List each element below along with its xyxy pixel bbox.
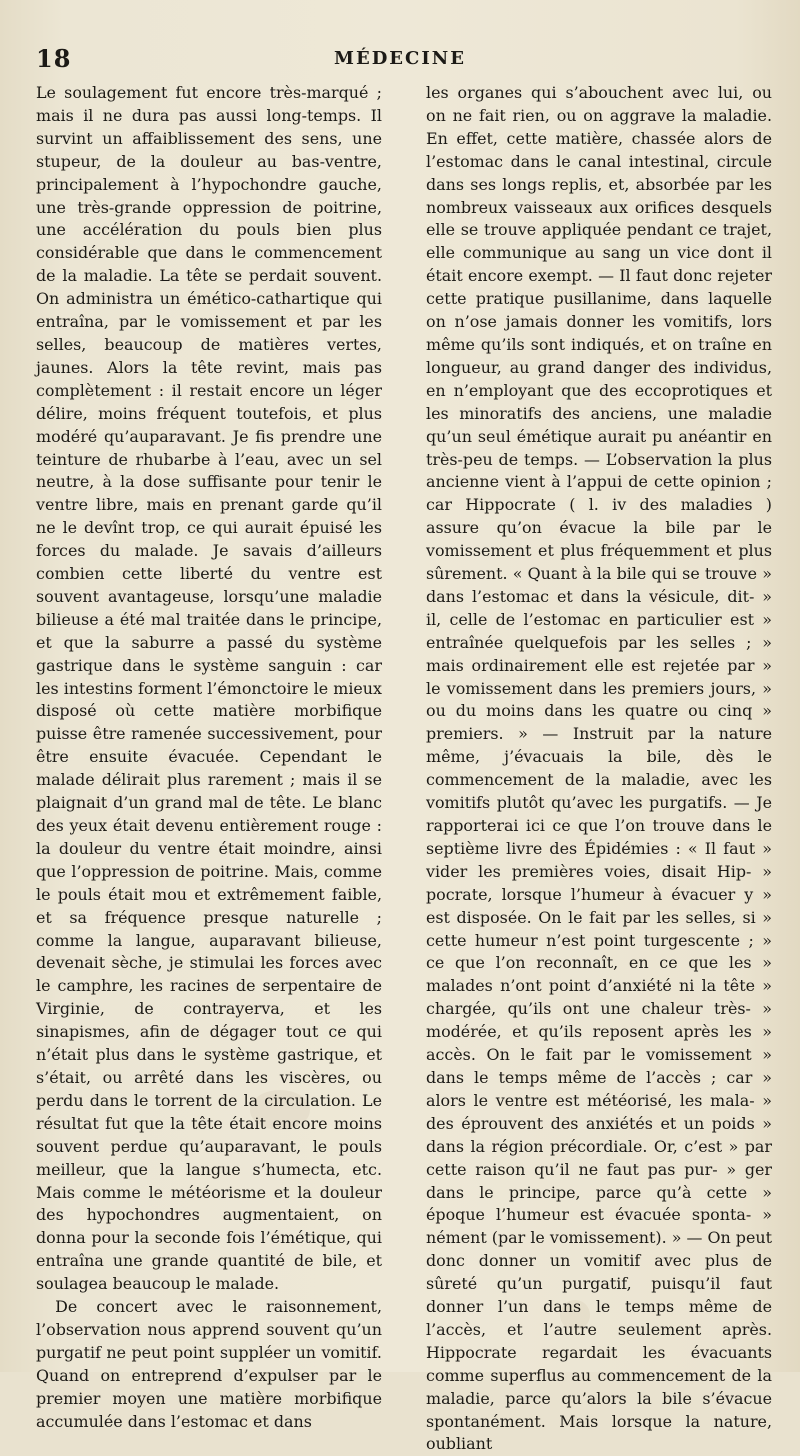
right-column <box>426 82 772 1456</box>
paragraph: Le soulagement fut encore très-marqué ; mais il ne dura pas aussi long-temps. Il survint un affaiblissement des sens, une stupeur, de la douleur au bas-ventre, principalement à l’hypochondre gauche, une très-grande oppression de poitrine, une accélération du pouls bien plus considérable que dans le commencement de la maladie. La tête se perdait souvent. On administra un émético-cathartique qui entraîna, par le vomissement et par les selles, beaucoup de matières vertes, jaunes. Alors la tête revint, mais pas complètement : il restait encore un léger délire, moins fréquent toutefois, et plus modéré qu’auparavant. Je fis prendre une teinture de rhubarbe à l’eau, avec un sel neutre, à la dose suffisante pour tenir le ventre libre, mais en prenant garde qu’il ne le devînt trop, ce qui aurait épuisé les forces du malade. Je savais d’ailleurs combien cette liberté du ventre est souvent avantageuse, lorsqu’une maladie bilieuse a été mal traitée dans le principe, et que la saburre a passé du système gastrique dans le système sanguin : car les intestins forment l’émonctoire le mieux disposé où cette matière morbifique puisse être ramenée successivement, pour être ensuite évacuée. Cependant le malade délirait plus rarement ; mais il se plaignait d’un grand mal de tête. Le blanc des yeux était devenu entièrement rouge : la douleur du ventre était moindre, ainsi que l’oppression de poitrine. Mais, comme le pouls était mou et extrêmement faible, et sa fréquence presque naturelle ; comme la langue, auparavant bilieuse, devenait sèche, je stimulai les forces avec le camphre, les racines de serpentaire de Virginie, de contrayerva, et les sinapismes, afin de dégager tout ce qui n’était plus dans le système gastrique, et s’était, ou arrêté dans les viscères, ou perdu dans le torrent de la circulation. Le résultat fut que la tête était encore moins souvent perdue qu’auparavant, le pouls meilleur, que la langue s’humecta, etc. Mais comme le météorisme et la douleur des hypochondres augmentaient, on donna pour la seconde fois l’émétique, qui entraîna une grande quantité de bile, et soulagea beaucoup le malade. <box>36 83 382 1294</box>
running-title: MÉDECINE <box>334 48 466 69</box>
page-number: 18 <box>36 44 72 73</box>
paragraph: De concert avec le raisonnement, l’observation nous apprend souvent qu’un purgatif ne peut point suppléer un vomitif. Quand on entreprend d’expulser par le premier moyen une matière morbifique accumulée dans l’estomac et dans <box>36 1297 382 1431</box>
left-column <box>36 82 382 1456</box>
paragraph: les organes qui s’abouchent avec lui, ou on ne fait rien, ou on aggrave la maladie. En effet, cette matière, chassée alors de l’estomac dans le canal intestinal, circule dans ses longs replis, et, absorbée par les nombreux vaisseaux aux orifices desquels elle se trouve appliquée pendant ce trajet, elle communique au sang un vice dont il était encore exempt. — Il faut donc rejeter cette pratique pusillanime, dans laquelle on n’ose jamais donner les vomitifs, lors même qu’ils sont indiqués, et on traîne en longueur, au grand danger des individus, en n’employant que des eccoprotiques et les minoratifs des anciens, une maladie qu’un seul émétique aurait pu anéantir en très-peu de temps. — L’observation la plus ancienne vient à l’appui de cette opinion ; car Hippocrate ( l. iv des maladies ) assure qu’on évacue la bile par le vomissement et plus fréquemment et plus sûrement. « Quant à la bile qui se trouve » dans l’estomac et dans la vésicule, dit- » il, celle de l’estomac en particulier est » entraînée quelquefois par les selles ; » mais ordinairement elle est rejetée par » le vomissement dans les premiers jours, » ou du moins dans les quatre ou cinq » premiers. » — Instruit par la nature même, j’évacuais la bile, dès le commencement de la maladie, avec les vomitifs plutôt qu’avec les purgatifs. — Je rapporterai ici ce que l’on trouve dans le septième livre des Épidémies : « Il faut » vider les premières voies, disait Hip- » pocrate, lorsque l’humeur à évacuer y » est disposée. On le fait par les selles, si » cette humeur n’est point turgescente ; » ce que l’on reconnaît, en ce que les » malades n’ont point d’anxiété ni la tête » chargée, qu’ils ont une chaleur très- » modérée, et qu’ils reposent après les » accès. On le fait par le vomissement » dans le temps même de l’accès ; car » alors le ventre est météorisé, les mala- » des éprouvent des anxiétés et un poids » dans la région précordiale. Or, c’est » par cette raison qu’il ne faut pas pur- » ger dans le principe, parce qu’à cette » époque l’humeur est évacuée sponta- » nément (par le vomissement). » — On peut donc donner un vomitif avec plus de sûreté qu’un purgatif, puisqu’il faut donner l’un dans le temps même de l’accès, et l’autre seulement après. Hippocrate regardait les évacuants comme superflus au commencement de la maladie, parce qu’alors la bile s’évacue spontanément. Mais lorsque la nature, oubliant <box>426 83 772 1454</box>
text-columns <box>36 82 772 1456</box>
